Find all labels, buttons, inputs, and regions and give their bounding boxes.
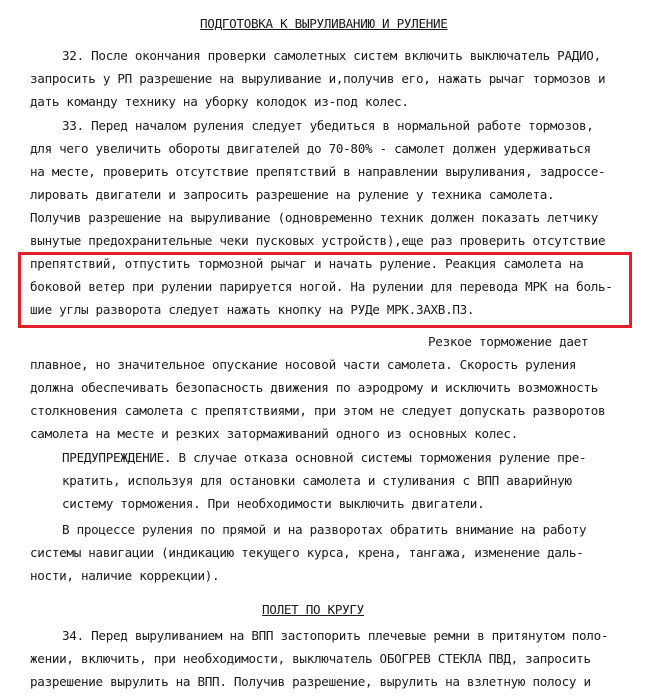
text-line: системы навигации (индикацию текущего курса, крена, тангажа, изменение даль- bbox=[30, 545, 584, 560]
text-line: шие углы разворота следует нажать кнопку на РУДе МРК.ЗАХВ.ПЗ. bbox=[30, 302, 475, 317]
text-line: столкновения самолета с препятствиями, при этом не следует допускать разворотов bbox=[30, 403, 606, 418]
text-line: дать команду технику на уборку колодок из-под колес. bbox=[30, 94, 409, 109]
text-line: разрешение вырулить на ВПП. Получив разрешение, вырулить на взлетную полосу и bbox=[30, 674, 591, 689]
warning-line: ПРЕДУПРЕЖДЕНИЕ. В случае отказа основной системы торможения руление пре- bbox=[62, 450, 587, 465]
text-line: ности, наличие коррекции). bbox=[30, 568, 220, 583]
text-line: препятствий, отпустить тормозной рычаг и начать руление. Реакция самолета на bbox=[30, 256, 584, 271]
section-title: ПОДГОТОВКА К ВЫРУЛИВАНИЮ И РУЛЕНИЕ bbox=[200, 16, 448, 31]
text-line: Получив разрешение на выруливание (одновременно техник должен показать летчику bbox=[30, 210, 599, 225]
text-line: для чего увеличить обороты двигателей до 70-80% - самолет должен удерживаться bbox=[30, 141, 591, 156]
highlight-box bbox=[18, 252, 632, 328]
text-line: лировать двигатели и запросить разрешение на руление у техника самолета. bbox=[30, 187, 555, 202]
text-line: Резкое торможение дает bbox=[428, 334, 589, 349]
text-line: вынутые предохранительные чеки пусковых устройств),еще раз проверить отсутствие bbox=[30, 233, 606, 248]
text-line: В процессе руления по прямой и на разворотах обратить внимание на работу bbox=[62, 522, 587, 537]
text-line: 34. Перед выруливанием на ВПП застопорить плечевые ремни в притянутом поло- bbox=[62, 628, 609, 643]
text-line: 33. Перед началом руления следует убедиться в нормальной работе тормозов, bbox=[62, 118, 594, 133]
section-title: ПОЛЕТ ПО КРУГУ bbox=[262, 602, 364, 617]
text-line: на месте, проверить отсутствие препятствий в направлении выруливания, задроссе- bbox=[30, 164, 606, 179]
text-line: жении, включить, при необходимости, выключатель ОБОГРЕВ СТЕКЛА ПВД, запросить bbox=[30, 651, 591, 666]
text-line: должна обеспечивать безопасность движения по аэродрому и исключить возможность bbox=[30, 380, 599, 395]
text-line: 32. После окончания проверки самолетных систем включить выключатель РАДИО, bbox=[62, 48, 601, 63]
text-line: боковой ветер при рулении парируется ногой. На рулении для перевода МРК на боль- bbox=[30, 279, 613, 294]
text-line: плавное, но значительное опускание носовой части самолета. Скорость руления bbox=[30, 357, 577, 372]
text-line: кратить, используя для остановки самолета и стуливания с ВПП аварийную bbox=[62, 473, 572, 488]
text-line: запросить у РП разрешение на выруливание и,получив его, нажать рычаг тормозов и bbox=[30, 71, 606, 86]
text-line: самолета на месте и резких затормаживаний одного из основных колес. bbox=[30, 426, 518, 441]
text-line: систему торможения. При необходимости выключить двигатели. bbox=[62, 496, 485, 511]
